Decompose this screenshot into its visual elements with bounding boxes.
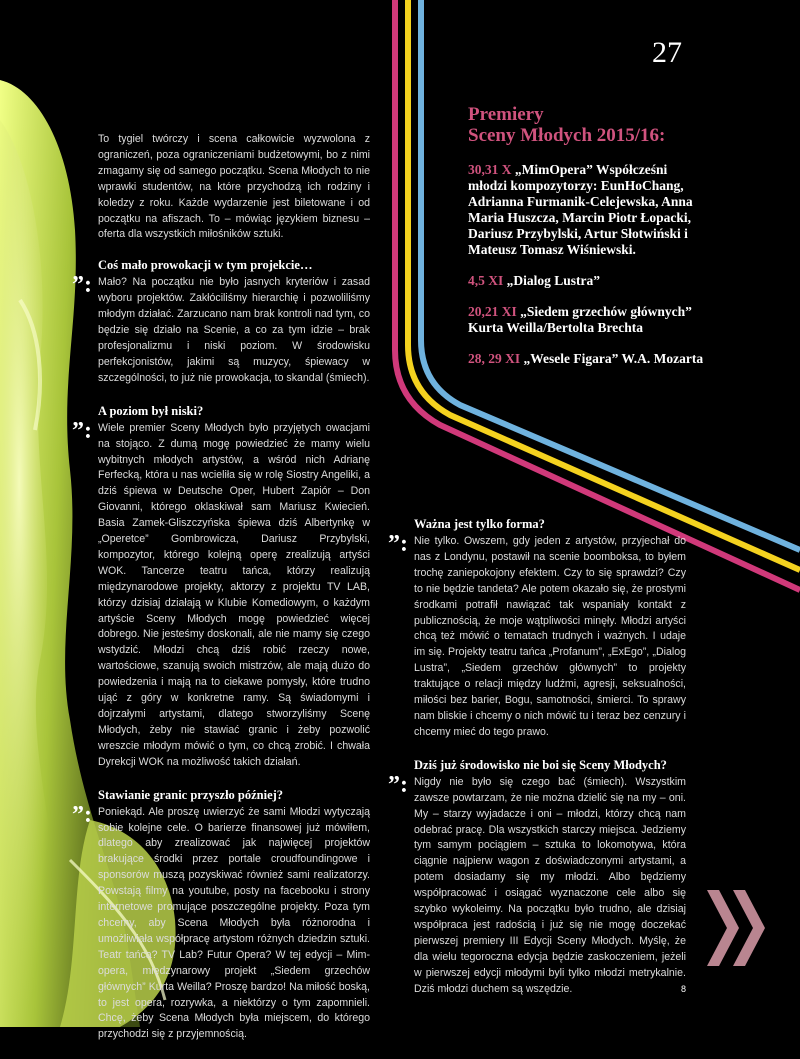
premieres-title [468, 104, 708, 146]
premiere-date: 30,31 X [468, 162, 512, 177]
premiere-item [468, 351, 708, 367]
question: Dziś już środowisko nie boi się Sceny Młodych? [414, 757, 667, 772]
article-left-column [72, 132, 370, 1059]
answer: Poniekąd. Ale proszę uwierzyć że sami Młodzi wytyczają sobie kolejne cele. O barierze finansowej już mówiłem, dlatego aby zrealizować jak najwięcej projektów brakujące środki przez portale croudfoundingowe i sponsorów muszą pozyskiwać również sami realizatorzy. Powstają filmy na youtube, posty na facebooku i strony internetowe promujące poszczególne projekty. Poza tym chcemy, aby Scena Młodych była różnorodna i umożliwiała współpracę artystom różnych dziedzin sztuki. Teatr tańca? TV Lab? Futur Opera? W tej edycji – Mim-opera, międzynarowy projekt „Siedem grzechów głównych” Kurta Weilla? Proszę bardzo! Na miłość boską, to jest opera, rozrywka, a niektórzy o tym zapomnieli. Chcę, żeby Scena Młodych była miejscem, do którego przychodzi się z przyjemnością. [98, 805, 370, 1041]
premiere-item [468, 304, 708, 336]
qa-block [72, 787, 370, 1044]
premiere-text: „Wesele Figara” W.A. Mozarta [520, 351, 704, 366]
premiere-text: „Dialog Lustra” [503, 273, 601, 288]
premiere-item [468, 273, 708, 289]
article-right-column [388, 516, 686, 1013]
answer: Nie tylko. Owszem, gdy jeden z artystów, przyjechał do nas z Londynu, postawił na scenie boomboksa, to byłem trochę zaniepokojony efektem. Czy to się sprawdzi? Czy to nie będzie tandeta? Ale potem okazało się, że prostymi środkami potrafił nawiązać tak wspaniały kontakt z publicznością, że moje wątpliwości minęły. Młodzi artyści chcą też mówić o tematach trudnych i ważnych. I udaje im się. Projekty teatru tańca „Profanum”, „ExEgo”, „Dialog Lustra”, „Siedem grzechów głównych” to projekty traktujące o relacji między ludźmi, agresji, seksualności, miłości bez barier, Bogu, samotności, śmierci. To sprawy nam bliskie i chcemy o nich mówić tu i teraz bez cenzury i chcemy mieć do tego prawo. [414, 535, 686, 738]
next-page-chevron-icon [705, 888, 769, 968]
premiere-date: 28, 29 XI [468, 351, 521, 366]
quote-mark-icon: ”: [388, 771, 408, 798]
quote-mark-icon: ”: [72, 272, 92, 299]
qa-block [72, 403, 370, 771]
question: Coś mało prowokacji w tym projekcie… [98, 258, 313, 273]
question: Ważna jest tylko forma? [414, 517, 545, 531]
premiere-text: „MimOpera” Współcześni młodzi kompozytorzy: EunHoChang, Adrianna Furmanik-Celejewska, Anna Maria Huszcza, Marcin Piotr Łopacki, Dariusz Przybylski, Artur Słotwiński i Mateusz Tomasz Wiśniewski. [468, 162, 693, 257]
premieres-title-line1: Premiery [468, 104, 544, 125]
premiere-date: 20,21 XI [468, 304, 517, 319]
answer: Wiele premier Sceny Młodych było przyjętych owacjami na stojąco. Z dumą mogę powiedzieć że mamy wielu wybitnych młodych artystów, a wśród nich Adrianę Ferfecką, która u nas wcieliła się w rolę Siostry Angeliki, a dziś śpiewa w Deutsche Oper, Hubert Zapiór – Don Giovanni, którego oklaskiwał sam Mariusz Kwiecień. Basia Zamek-Gliszczyńska śpiewa dziś Albertynkę w „Operetce” Gombrowicza, Dariusz Przybylski, kompozytor, którego kolejną operę zrealizują artyści WOK. Tancerze teatru tańca, którzy realizują międzynarodowe projekty, aktorzy z projektu TV LAB, którzy dzisiaj działają w Klubie Komediowym, o każdym artyście Sceny Młodych mogę powiedzieć więcej dobrego. Nie jesteśmy doskonali, ale nie mamy się czego wstydzić. Młodzi chcą dziś robić rzeczy nowe, wartościowe, szanują swoich mistrzów, ale mają dużo do powiedzenia i mają na to ciekawe pomysły, które trudno ująć z góry w konkretne ramy. Są świadomymi i dojrzałymi artystami, dlatego stworzyliśmy Scenę Młodych, żeby nie stawiać granic i żeby pozwolić wreszcie młodym mówić o tym, co chcą zrobić. I chwała Dyrekcji WOK na możliwość takich działań. [98, 421, 370, 768]
answer: Mało? Na początku nie było jasnych kryteriów i zasad wyboru projektów. Zakłóciliśmy hierarchię i pozwoliliśmy młodym działać. Zarzucano nam brak kontroli nad tym, co będzie się działo na Scenie, a co za tym idzie – brak profesjonalizmu i niski poziom. W środowisku perfekcjonistów, jakimi są muzycy, śpiewacy w szczególności, to już nie prowokacja, to skandal (śmiech). [98, 276, 370, 384]
page-number: 27 [652, 36, 682, 69]
premiere-date: 4,5 XI [468, 273, 504, 288]
article-intro: To tygiel twórczy i scena całkowicie wyzwolona z ograniczeń, poza ograniczeniami budżetowymi, bo z nimi zmagamy się od samego początku. Scena Młodych to nie wprawki studentów, na które przychodzą ich rodziny i koledzy z roku. Każde wydarzenie jest biletowane i od początku na afiszach. To – mówiąc językiem biznesu – oferta dla wszystkich miłośników sztuki. [98, 133, 370, 241]
question: A poziom był niski? [98, 403, 204, 418]
quote-mark-icon: ”: [388, 531, 408, 557]
qa-block [72, 257, 370, 386]
answer-text: Nigdy nie było się czego bać (śmiech). Wszystkim zawsze powtarzam, że nie można dzielić się na my – oni. My – starzy wyjadacze i oni – młodzi, którzy chcą nam odebrać pracę. Dla wszystkich starczy miejsca. Jedziemy tym samym pociągiem – sztuka to lokomotywa, która ciągnie najpierw wagon z doświadczonymi artystami, a potem dosiadamy się my młodzi. Albo będziemy współpracować i osiągać wyznaczone cele albo się szybko wykoleimy. Na początku było trudno, ale dzisiaj współpraca jest radością i już się nie mogę doczekać pierwszej premiery III Edycji Sceny Młodych. Myślę, że dla wielu tegoroczna edycja będzie zaskoczeniem, jeżeli w pierwszej edycji młodymi byli tylko młodzi metrykalnie. Dziś młodzi duchem są wszędzie. [414, 775, 686, 995]
premieres-box [468, 104, 708, 382]
qa-block [388, 516, 686, 741]
end-mark: 8 [680, 983, 686, 994]
quote-mark-icon: ”: [72, 417, 92, 444]
question: Stawianie granic przyszło później? [98, 787, 284, 802]
premieres-title-line2: Sceny Młodych 2015/16: [468, 125, 666, 146]
premiere-item [468, 162, 708, 258]
premiere-text: „Siedem grzechów głównych” Kurta Weilla/Bertolta Brechta [468, 304, 692, 335]
quote-mark-icon: ”: [72, 801, 92, 828]
qa-block [388, 757, 686, 998]
answer [414, 775, 686, 998]
